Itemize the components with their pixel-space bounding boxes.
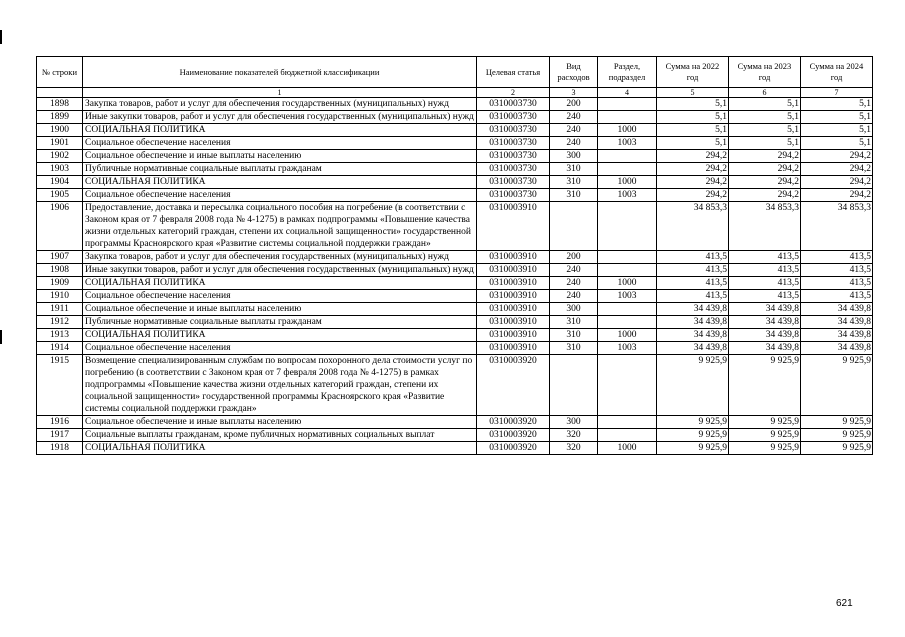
cell-sum-2022: 9 925,9 (657, 429, 729, 442)
cell-sum-2023: 9 925,9 (729, 429, 801, 442)
cell-sum-2022: 9 925,9 (657, 442, 729, 455)
cell-section (598, 355, 657, 416)
cell-sum-2023: 34 439,8 (729, 303, 801, 316)
cell-sum-2024: 294,2 (801, 176, 873, 189)
cell-target-article: 0310003910 (477, 316, 550, 329)
cell-row-number: 1909 (37, 277, 83, 290)
cell-row-number: 1910 (37, 290, 83, 303)
cell-section (598, 316, 657, 329)
cell-section (598, 202, 657, 251)
cell-expense-type: 320 (550, 442, 598, 455)
cell-indicator-name: Возмещение специализированным службам по вопросам похоронного дела стоимости услуг по погребению (в соответствии с Законом края от 7 февраля 2008 года № 4-1275) в рамках подпрограммы «Повышение качества жизни отдельных категорий граждан, степени их социальной защищенности» государственной программы Красноярского края «Развитие системы социальной поддержки граждан» (83, 355, 477, 416)
cell-sum-2024: 294,2 (801, 150, 873, 163)
cell-sum-2022: 9 925,9 (657, 355, 729, 416)
cell-section (598, 163, 657, 176)
cell-expense-type: 200 (550, 98, 598, 111)
cell-sum-2023: 34 439,8 (729, 329, 801, 342)
col-number-3: 3 (550, 88, 598, 98)
cell-section (598, 429, 657, 442)
cell-target-article: 0310003730 (477, 176, 550, 189)
cell-indicator-name: Социальное обеспечение населения (83, 290, 477, 303)
table-row (37, 429, 873, 442)
cell-indicator-name: СОЦИАЛЬНАЯ ПОЛИТИКА (83, 329, 477, 342)
cell-indicator-name: Социальное обеспечение и иные выплаты населению (83, 150, 477, 163)
col-number-6: 6 (729, 88, 801, 98)
cell-sum-2023: 294,2 (729, 189, 801, 202)
cell-section: 1000 (598, 277, 657, 290)
cell-sum-2022: 5,1 (657, 124, 729, 137)
cell-row-number: 1912 (37, 316, 83, 329)
table-row (37, 442, 873, 455)
table-body (37, 98, 873, 455)
cell-sum-2024: 413,5 (801, 277, 873, 290)
table-row (37, 303, 873, 316)
cell-sum-2023: 5,1 (729, 111, 801, 124)
cell-target-article: 0310003730 (477, 124, 550, 137)
cell-sum-2022: 5,1 (657, 98, 729, 111)
cell-expense-type: 310 (550, 176, 598, 189)
table-row (37, 416, 873, 429)
cell-indicator-name: СОЦИАЛЬНАЯ ПОЛИТИКА (83, 442, 477, 455)
col-number-0 (37, 88, 83, 98)
cell-sum-2022: 294,2 (657, 176, 729, 189)
cell-sum-2023: 9 925,9 (729, 355, 801, 416)
cell-sum-2022: 34 439,8 (657, 316, 729, 329)
scan-margin-mark-middle (0, 330, 2, 344)
table-row (37, 342, 873, 355)
header-sum-2024: Сумма на 2024 год (801, 57, 873, 88)
cell-indicator-name: Социальные выплаты гражданам, кроме публичных нормативных социальных выплат (83, 429, 477, 442)
cell-sum-2024: 34 439,8 (801, 342, 873, 355)
cell-sum-2024: 34 439,8 (801, 316, 873, 329)
cell-row-number: 1899 (37, 111, 83, 124)
cell-sum-2022: 413,5 (657, 251, 729, 264)
table-row (37, 150, 873, 163)
cell-sum-2023: 34 853,3 (729, 202, 801, 251)
cell-indicator-name: Иные закупки товаров, работ и услуг для обеспечения государственных (муниципальных) нужд (83, 111, 477, 124)
cell-sum-2024: 5,1 (801, 111, 873, 124)
cell-sum-2024: 413,5 (801, 290, 873, 303)
col-number-7: 7 (801, 88, 873, 98)
table-row (37, 124, 873, 137)
cell-expense-type: 300 (550, 150, 598, 163)
cell-indicator-name: Публичные нормативные социальные выплаты гражданам (83, 163, 477, 176)
header-sum-2022: Сумма на 2022 год (657, 57, 729, 88)
cell-target-article: 0310003730 (477, 98, 550, 111)
cell-target-article: 0310003910 (477, 290, 550, 303)
cell-row-number: 1901 (37, 137, 83, 150)
table-row (37, 264, 873, 277)
cell-sum-2024: 9 925,9 (801, 442, 873, 455)
cell-sum-2022: 34 439,8 (657, 329, 729, 342)
table-row (37, 137, 873, 150)
cell-indicator-name: Социальное обеспечение населения (83, 342, 477, 355)
cell-sum-2023: 413,5 (729, 277, 801, 290)
cell-section: 1000 (598, 124, 657, 137)
cell-expense-type: 300 (550, 303, 598, 316)
cell-expense-type: 310 (550, 342, 598, 355)
col-number-1: 1 (83, 88, 477, 98)
cell-row-number: 1917 (37, 429, 83, 442)
cell-indicator-name: Предоставление, доставка и пересылка социального пособия на погребение (в соответствии с Законом края от 7 февраля 2008 года № 4-1275) в рамках подпрограммы «Повышение качества жизни отдельных категорий граждан, степени их социальной защищенности» государственной программы Красноярского края «Развитие системы социальной поддержки граждан» (83, 202, 477, 251)
cell-expense-type (550, 355, 598, 416)
cell-expense-type (550, 202, 598, 251)
cell-section: 1003 (598, 290, 657, 303)
cell-sum-2024: 5,1 (801, 137, 873, 150)
header-expense-type: Вид расходов (550, 57, 598, 88)
cell-target-article: 0310003920 (477, 442, 550, 455)
cell-sum-2024: 9 925,9 (801, 416, 873, 429)
cell-section (598, 111, 657, 124)
cell-row-number: 1915 (37, 355, 83, 416)
table-row (37, 251, 873, 264)
budget-table (36, 56, 873, 455)
cell-sum-2022: 413,5 (657, 277, 729, 290)
cell-expense-type: 300 (550, 416, 598, 429)
cell-sum-2024: 413,5 (801, 264, 873, 277)
cell-sum-2022: 9 925,9 (657, 416, 729, 429)
cell-sum-2024: 34 439,8 (801, 329, 873, 342)
cell-sum-2024: 5,1 (801, 98, 873, 111)
cell-row-number: 1904 (37, 176, 83, 189)
table-header (37, 57, 873, 98)
table-row (37, 163, 873, 176)
table-row (37, 176, 873, 189)
cell-indicator-name: Социальное обеспечение населения (83, 189, 477, 202)
cell-sum-2022: 294,2 (657, 163, 729, 176)
cell-indicator-name: СОЦИАЛЬНАЯ ПОЛИТИКА (83, 124, 477, 137)
cell-target-article: 0310003730 (477, 163, 550, 176)
cell-target-article: 0310003910 (477, 342, 550, 355)
cell-sum-2024: 413,5 (801, 251, 873, 264)
header-target-article: Целевая статья (477, 57, 550, 88)
header-row-number: № строки (37, 57, 83, 88)
cell-sum-2023: 9 925,9 (729, 442, 801, 455)
cell-sum-2023: 5,1 (729, 98, 801, 111)
cell-sum-2023: 34 439,8 (729, 342, 801, 355)
cell-sum-2022: 294,2 (657, 150, 729, 163)
scan-margin-mark-top (0, 30, 2, 44)
cell-row-number: 1903 (37, 163, 83, 176)
cell-row-number: 1900 (37, 124, 83, 137)
cell-row-number: 1916 (37, 416, 83, 429)
cell-indicator-name: Социальное обеспечение и иные выплаты населению (83, 303, 477, 316)
cell-indicator-name: Закупка товаров, работ и услуг для обеспечения государственных (муниципальных) нужд (83, 98, 477, 111)
table-row (37, 98, 873, 111)
cell-section (598, 416, 657, 429)
cell-section: 1003 (598, 342, 657, 355)
cell-sum-2023: 294,2 (729, 163, 801, 176)
cell-sum-2023: 413,5 (729, 264, 801, 277)
cell-expense-type: 310 (550, 189, 598, 202)
table-row (37, 329, 873, 342)
cell-indicator-name: Закупка товаров, работ и услуг для обеспечения государственных (муниципальных) нужд (83, 251, 477, 264)
header-indicator-name: Наименование показателей бюджетной классификации (83, 57, 477, 88)
cell-row-number: 1902 (37, 150, 83, 163)
cell-sum-2022: 34 439,8 (657, 342, 729, 355)
cell-sum-2023: 413,5 (729, 290, 801, 303)
cell-row-number: 1911 (37, 303, 83, 316)
cell-indicator-name: СОЦИАЛЬНАЯ ПОЛИТИКА (83, 176, 477, 189)
cell-target-article: 0310003730 (477, 111, 550, 124)
cell-sum-2022: 5,1 (657, 111, 729, 124)
cell-target-article: 0310003730 (477, 150, 550, 163)
cell-expense-type: 310 (550, 316, 598, 329)
cell-sum-2023: 413,5 (729, 251, 801, 264)
cell-section: 1000 (598, 176, 657, 189)
cell-target-article: 0310003920 (477, 355, 550, 416)
cell-sum-2022: 413,5 (657, 264, 729, 277)
cell-section (598, 264, 657, 277)
cell-sum-2022: 5,1 (657, 137, 729, 150)
cell-indicator-name: Иные закупки товаров, работ и услуг для обеспечения государственных (муниципальных) нужд (83, 264, 477, 277)
cell-indicator-name: Социальное обеспечение населения (83, 137, 477, 150)
cell-target-article: 0310003910 (477, 329, 550, 342)
cell-target-article: 0310003730 (477, 137, 550, 150)
cell-section (598, 251, 657, 264)
cell-sum-2023: 294,2 (729, 176, 801, 189)
table-row (37, 355, 873, 416)
col-number-4: 4 (598, 88, 657, 98)
cell-row-number: 1898 (37, 98, 83, 111)
cell-section (598, 303, 657, 316)
cell-expense-type: 240 (550, 111, 598, 124)
table-row (37, 202, 873, 251)
cell-section: 1003 (598, 137, 657, 150)
table-row (37, 189, 873, 202)
cell-sum-2024: 294,2 (801, 189, 873, 202)
cell-target-article: 0310003730 (477, 189, 550, 202)
cell-section: 1000 (598, 442, 657, 455)
cell-target-article: 0310003910 (477, 264, 550, 277)
cell-section: 1003 (598, 189, 657, 202)
cell-target-article: 0310003920 (477, 416, 550, 429)
cell-expense-type: 240 (550, 124, 598, 137)
cell-indicator-name: СОЦИАЛЬНАЯ ПОЛИТИКА (83, 277, 477, 290)
table-row (37, 111, 873, 124)
header-sum-2023: Сумма на 2023 год (729, 57, 801, 88)
cell-sum-2024: 5,1 (801, 124, 873, 137)
col-number-5: 5 (657, 88, 729, 98)
cell-sum-2023: 34 439,8 (729, 316, 801, 329)
cell-sum-2023: 9 925,9 (729, 416, 801, 429)
cell-expense-type: 240 (550, 277, 598, 290)
cell-row-number: 1918 (37, 442, 83, 455)
cell-row-number: 1908 (37, 264, 83, 277)
cell-sum-2024: 9 925,9 (801, 429, 873, 442)
cell-row-number: 1907 (37, 251, 83, 264)
cell-expense-type: 320 (550, 429, 598, 442)
cell-sum-2022: 34 439,8 (657, 303, 729, 316)
cell-indicator-name: Публичные нормативные социальные выплаты гражданам (83, 316, 477, 329)
cell-sum-2024: 294,2 (801, 163, 873, 176)
cell-row-number: 1914 (37, 342, 83, 355)
cell-target-article: 0310003910 (477, 251, 550, 264)
table-row (37, 277, 873, 290)
cell-target-article: 0310003910 (477, 202, 550, 251)
cell-sum-2023: 5,1 (729, 137, 801, 150)
cell-row-number: 1913 (37, 329, 83, 342)
cell-sum-2024: 9 925,9 (801, 355, 873, 416)
cell-sum-2023: 5,1 (729, 124, 801, 137)
cell-sum-2023: 294,2 (729, 150, 801, 163)
cell-target-article: 0310003910 (477, 303, 550, 316)
cell-expense-type: 310 (550, 329, 598, 342)
cell-sum-2024: 34 853,3 (801, 202, 873, 251)
cell-expense-type: 200 (550, 251, 598, 264)
cell-section: 1000 (598, 329, 657, 342)
cell-target-article: 0310003920 (477, 429, 550, 442)
header-section: Раздел, подраздел (598, 57, 657, 88)
cell-section (598, 98, 657, 111)
cell-sum-2022: 413,5 (657, 290, 729, 303)
cell-sum-2024: 34 439,8 (801, 303, 873, 316)
cell-row-number: 1905 (37, 189, 83, 202)
cell-target-article: 0310003910 (477, 277, 550, 290)
cell-expense-type: 240 (550, 137, 598, 150)
cell-expense-type: 240 (550, 264, 598, 277)
cell-section (598, 150, 657, 163)
page-number: 621 (836, 598, 853, 609)
table-row (37, 290, 873, 303)
col-number-2: 2 (477, 88, 550, 98)
cell-expense-type: 310 (550, 163, 598, 176)
table-row (37, 316, 873, 329)
cell-sum-2022: 34 853,3 (657, 202, 729, 251)
cell-indicator-name: Социальное обеспечение и иные выплаты населению (83, 416, 477, 429)
cell-expense-type: 240 (550, 290, 598, 303)
cell-row-number: 1906 (37, 202, 83, 251)
cell-sum-2022: 294,2 (657, 189, 729, 202)
